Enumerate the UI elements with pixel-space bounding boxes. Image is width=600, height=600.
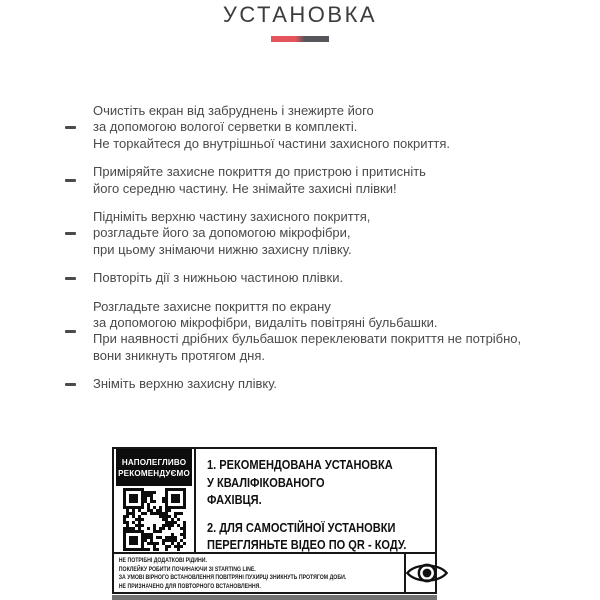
step-text: Повторіть дії з нижньою частиною плівки. [93,270,344,286]
step-text: Розгладьте захисне покриття по екрану за допомогою мікрофібри, видаліть повітряні бульбашки. При наявності дрібних бульбашок переклеювати покриття не потрібно, вони зникнуть протягом дня. [93,298,522,363]
recommendation-box-top [114,449,435,552]
dash-bullet-icon [65,179,76,182]
instruction-list [65,103,564,405]
recommendation-item: 2. ДЛЯ САМОСТІЙНОЇ УСТАНОВКИ ПЕРЕГЛЯНЬТЕ ВІДЕО ПО QR - КОДУ. [207,519,407,552]
step-text: Приміряйте захисне покриття до пристрою і притисніть його середню частину. Не знімайте захисні плівки! [93,164,426,196]
recommendation-box [112,447,437,594]
step-text: Зніміть верхню захисну плівку. [93,376,278,392]
dash-bullet-icon [65,277,76,280]
step-text: Очистіть екран від забруднень і знежирте його за допомогою вологої серветки в комплекті. Не торкайтеся до внутрішньої частини захисного покриття. [93,103,451,151]
dash-bullet-icon [65,330,76,333]
list-item [65,103,564,152]
qr-column [114,449,196,552]
dash-bullet-icon [65,232,76,235]
list-item [65,270,564,286]
recommendation-box-bottom [114,552,435,592]
recommendation-item: 1. РЕКОМЕНДОВАНА УСТАНОВКА У КВАЛІФІКОВАНОГО ФАХІВЦЯ. [207,457,393,507]
dash-bullet-icon [65,126,76,129]
fine-print: НЕ ПОТРІБНІ ДОДАТКОВІ РІДИНИ. ПОКЛЕЙКУ РОБИТИ ПОЧИНАЮЧИ ЗІ STARTING LINE. ЗА УМОВІ ВІРНОГО ВСТАНОВЛЕННЯ ПОВІТРЯНІ ПУХИРЦІ ЗНИКНУТЬ ПРОТЯГОМ ДОБИ. НЕ ПРИЗНАЧЕНО ДЛЯ ПОВТОРНОГО ВСТАНОВЛЕННЯ. [118,557,347,590]
bottom-cutoff-bar [112,595,437,600]
list-item [65,209,564,258]
recommendation-text [196,449,435,552]
step-text: Підніміть верхню частину захисного покриття, розгладьте його за допомогою мікрофібри, при цьому знімаючи нижню захисну плівку. [93,209,371,257]
list-item [65,164,564,197]
list-item [65,299,564,365]
strongly-recommend-badge: НАПОЛЕГЛИВО РЕКОМЕНДУЄМО [116,449,192,486]
title-divider [271,36,329,42]
list-item [65,376,564,392]
qr-code-icon [114,486,194,552]
eye-icon [404,554,448,592]
page-title: УСТАНОВКА [222,2,378,27]
dash-bullet-icon [65,383,76,386]
